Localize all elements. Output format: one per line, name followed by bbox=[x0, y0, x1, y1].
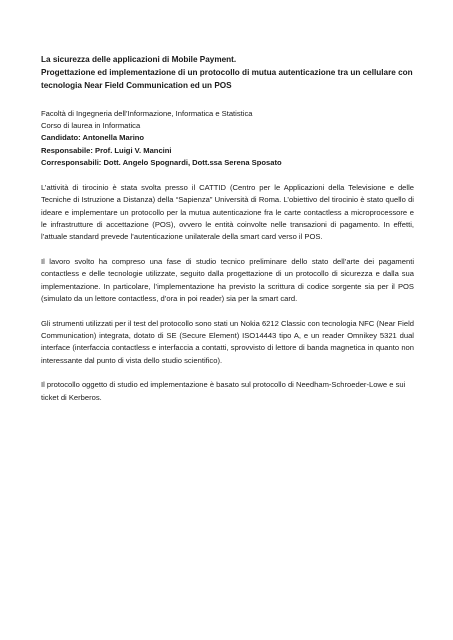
document-body bbox=[41, 53, 414, 416]
course-line: Corso di laurea in Informatica bbox=[41, 121, 141, 131]
paragraph-internship: L’attività di tirocinio è stata svolta presso il CATTID (Centro per le Applicazioni della Televisione e delle Tecniche di Istruzione a Distanza) della “Sapienza” Università di Roma. L’obiettivo del tirocinio è stato quello di ideare e implementare un protocollo per la mutua autenticazione fra le carte contactless a microprocessore e le infrastrutture di accettazione (POS), ovvero le entità coinvolte nelle transazioni di pagamento. In effetti, l’attuale standard prevede l’autenticazione unilaterale della smart card verso il POS. bbox=[41, 183, 414, 242]
faculty-line: Facoltà di Ingegneria dell’Informazione, Informatica e Statistica bbox=[41, 109, 253, 118]
co-supervisors-line: Corresponsabili: Dott. Angelo Spognardi, Dott.ssa Serena Sposato bbox=[41, 157, 282, 167]
title-line-1: La sicurezza delle applicazioni di Mobile Payment. bbox=[41, 55, 237, 64]
title-line-2: Progettazione ed implementazione di un protocollo di mutua autenticazione tra un cellulare con tecnologia Near Field Communication ed un POS bbox=[41, 68, 413, 90]
paragraph-work-done: Il lavoro svolto ha compreso una fase di studio tecnico preliminare dello stato dell’arte dei pagamenti contactless e delle tecnologie utilizzate, seguito dalla progettazione di un protocollo di sicurezza e dalla sua implementazione. In particolare, l’implementazione ha previsto la scrittura di codice sorgente sia per il POS (simulato da un lettore contactless, d’ora in poi reader) sia per la smart card. bbox=[41, 257, 414, 303]
supervisor-line: Responsabile: Prof. Luigi V. Mancini bbox=[41, 145, 172, 155]
document-title bbox=[41, 53, 414, 92]
paragraph-protocol-basis: Il protocollo oggetto di studio ed implementazione è basato sul protocollo di Needham-Schroeder-Lowe e sui ticket di Kerberos. bbox=[41, 380, 406, 402]
paragraph-tools: Gli strumenti utilizzati per il test del protocollo sono stati un Nokia 6212 Classic con tecnologia NFC (Near Field Communication) integrata, dotato di SE (Secure Element) ISO14443 tipo A, e un reader Omnikey 5321 dual interface (interfaccia contactless e interfaccia a contatti, sprovvisto di lettore di banda magnetica in quanto non interessante dal punto di vista dello studio scientifico). bbox=[41, 318, 414, 365]
thesis-info bbox=[41, 108, 414, 169]
candidate-line: Candidato: Antonella Marino bbox=[41, 133, 145, 143]
